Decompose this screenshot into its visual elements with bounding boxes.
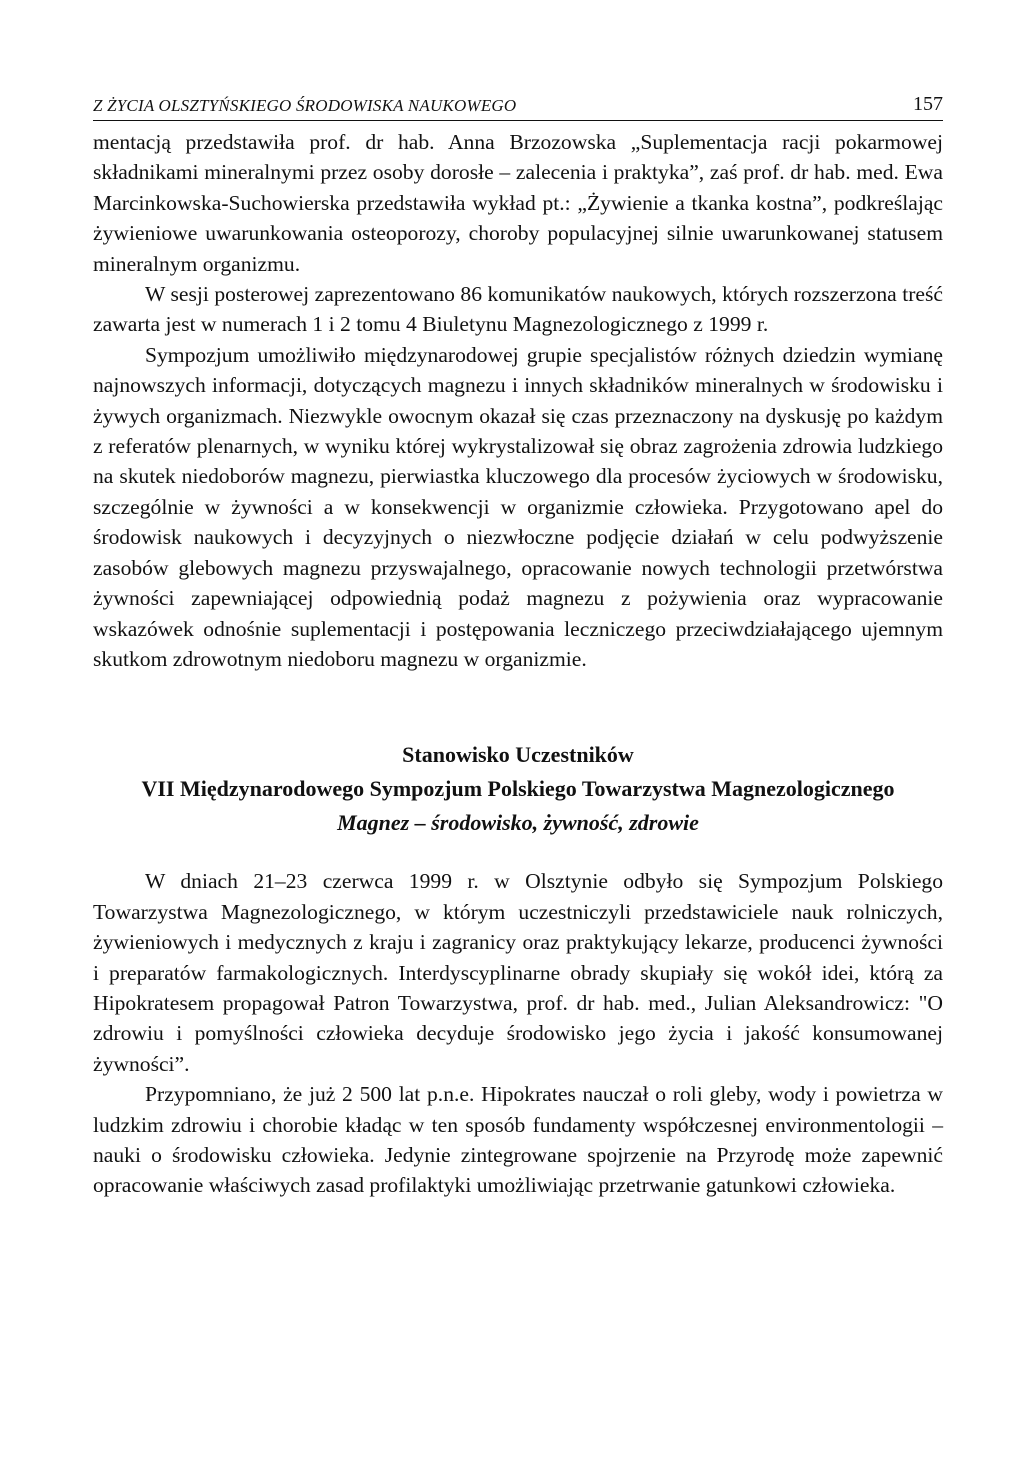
paragraph-hippocrates: Przypomniano, że już 2 500 lat p.n.e. Hipokrates nauczał o roli gleby, wody i powietrza w ludzkim zdrowiu i chorobie kładąc w ten sposób fundamenty współczesnej environmentologii – nauki o środowisku człowieka. Jedynie zintegrowane spojrzenie na Przyrodę może zapewnić opracowanie właściwych zasad profilaktyki umożliwiając przetrwanie gatunkowi człowieka. [93,1082,943,1198]
section-heading [93,738,943,806]
paragraph-symposium-summary: Sympozjum umożliwiło międzynarodowej grupie specjalistów różnych dziedzin wymianę najnowszych informacji, dotyczących magnezu i innych składników mineralnych w środowisku i żywych organizmach. Niezwykle owocnym okazał się czas przeznaczony na dyskusję po każdym z referatów plenarnych, w wyniku której wykrystalizował się obraz zagrożenia zdrowia ludzkiego na skutek niedoborów magnezu, pierwiastka kluczowego dla procesów życiowych w środowisku, szczególnie w żywności a w konsekwencji w organizmie człowieka. Przygotowano apel do środowisk naukowych i decyzyjnych o niezwłoczne podjęcie działań w celu podwyższenie zasobów glebowych magnezu przyswajalnego, opracowanie nowych technologii przetwórstwa żywności zapewniającej odpowiednią podaż magnezu z pożywienia oraz wypracowanie wskazówek odnośnie suplementacji i postępowania leczniczego przeciwdziałającego ujemnym skutkom zdrowotnym niedoboru magnezu w organizmie. [93,342,943,671]
document-page [93,88,943,1201]
section-heading-line-1: Stanowisko Uczestników [402,742,634,768]
section-heading-line-2: VII Międzynarodowego Sympozjum Polskiego Towarzystwa Magnezologicznego [141,776,895,802]
section-subtitle: Magnez – środowisko, żywność, zdrowie [337,810,699,836]
running-header [93,88,943,121]
page-number: 157 [913,93,943,115]
section-body [93,866,943,1200]
paragraph-continuation: mentacją przedstawiła prof. dr hab. Anna Brzozowska „Suplementacja racji pokarmowej składnikami mineralnymi przez osoby dorosłe – zalecenia i praktyka”, zaś prof. dr hab. med. Ewa Marcinkowska-Suchowierska przedstawiła wykład pt.: „Żywienie a tkanka kostna”, podkreślając żywieniowe uwarunkowania osteoporozy, choroby populacyjnej silnie uwarunkowanej statusem mineralnym organizmu. [93,130,943,276]
paragraph-poster-session: W sesji posterowej zaprezentowano 86 komunikatów naukowych, których rozszerzona treść zawarta jest w numerach 1 i 2 tomu 4 Biuletynu Magnezologicznego z 1999 r. [93,282,943,337]
article-body [93,127,943,674]
running-title: Z ŻYCIA OLSZTYŃSKIEGO ŚRODOWISKA NAUKOWEGO [93,96,517,115]
paragraph-symposium-intro: W dniach 21–23 czerwca 1999 r. w Olsztynie odbyło się Sympozjum Polskiego Towarzystwa Magnezologicznego, w którym uczestniczyli przedstawiciele nauk rolniczych, żywieniowych i medycznych z kraju i zagranicy oraz praktykujący lekarze, producenci żywności i preparatów farmakologicznych. Interdyscyplinarne obrady skupiały się wokół idei, którą za Hipokratesem propagował Patron Towarzystwa, prof. dr hab. med., Julian Aleksandrowicz: "O zdrowiu i pomyślności człowieka decyduje środowisko jego życia i jakość konsumowanej żywności”. [93,869,943,1076]
